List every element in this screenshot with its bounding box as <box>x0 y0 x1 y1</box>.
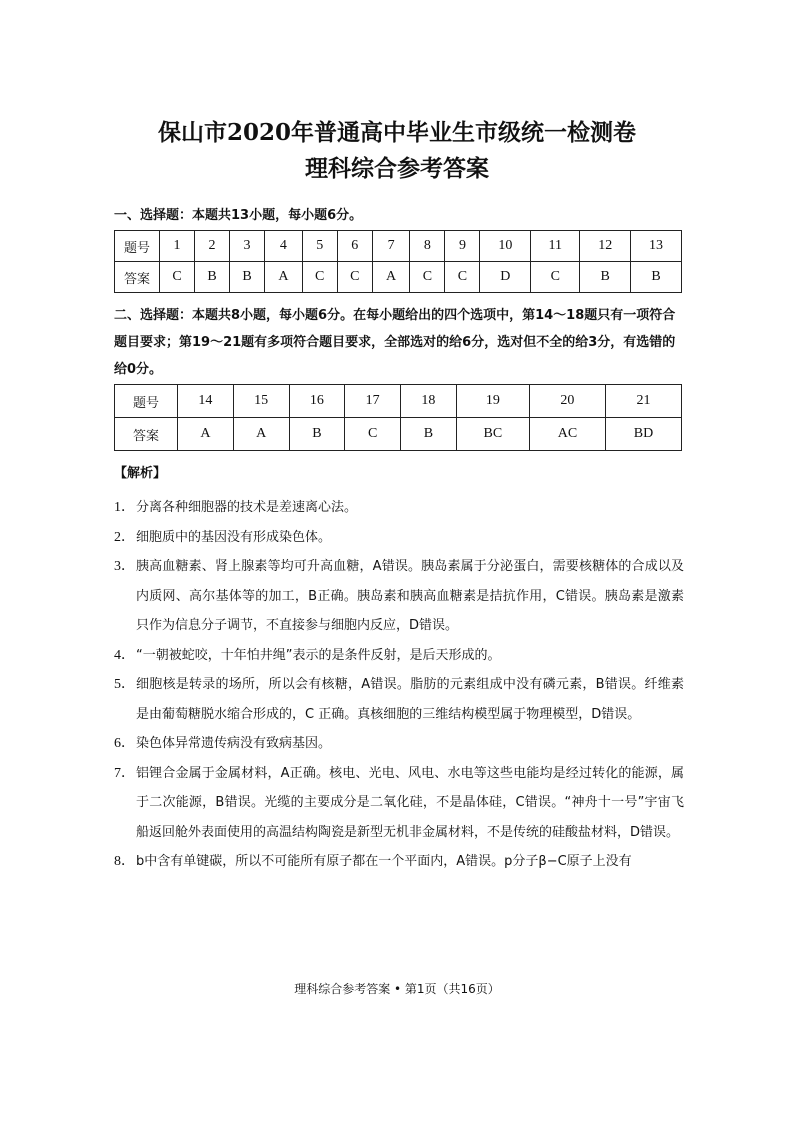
question-number-cell: 6 <box>337 231 372 262</box>
question-number-cell: 21 <box>605 385 681 418</box>
answer-cell: B <box>401 418 457 451</box>
item-text: 铝锂合金属于金属材料，A正确。核电、光电、风电、水电等这些电能均是经过转化的能源，属于二次能源，B错误。光缆的主要成分是二氧化硅，不是晶体硅，C错误。“神舟十一号”宇宙飞船返回舱外表面使用的高温结构陶瓷是新型无机非金属材料，不是传统的硅酸盐材料，D错误。 <box>136 765 684 840</box>
answer-cell: BC <box>456 418 529 451</box>
question-number-cell: 9 <box>445 231 480 262</box>
list-item <box>114 641 684 671</box>
question-number-cell: 12 <box>580 231 631 262</box>
answer-cell: A <box>265 262 303 293</box>
item-text: 细胞质中的基因没有形成染色体。 <box>136 529 332 545</box>
question-number-cell: 16 <box>289 385 345 418</box>
answer-cell: C <box>445 262 480 293</box>
answer-cell: C <box>337 262 372 293</box>
question-number-cell: 1 <box>160 231 195 262</box>
question-number-cell: 17 <box>345 385 401 418</box>
analysis-list <box>114 493 684 877</box>
item-number: 2． <box>114 529 135 545</box>
item-number: 1． <box>114 500 135 515</box>
question-number-cell: 10 <box>480 231 531 262</box>
answer-cell: C <box>345 418 401 451</box>
item-text: b中含有单键碳，所以不可能所有原子都在一个平面内，A错误。p分子β−C原子上没有 <box>136 854 632 869</box>
table-row-numbers <box>115 231 682 262</box>
section-heading-1: 一、选择题：本题共13小题，每小题6分。 <box>114 208 363 223</box>
page-title: 保山市2020年普通高中毕业生市级统一检测卷 <box>157 119 636 146</box>
answer-cell: C <box>531 262 580 293</box>
question-number-cell: 15 <box>233 385 289 418</box>
answer-table-1 <box>114 230 682 293</box>
answer-cell: C <box>302 262 337 293</box>
answer-cell: A <box>178 418 234 451</box>
answer-cell: B <box>289 418 345 451</box>
question-number-cell: 3 <box>230 231 265 262</box>
list-item <box>114 759 684 848</box>
header-cell-question: 题号 <box>115 385 178 418</box>
question-number-cell: 14 <box>178 385 234 418</box>
item-number: 8． <box>114 854 135 869</box>
answer-cell: B <box>230 262 265 293</box>
page-subtitle: 理科综合参考答案 <box>305 155 489 182</box>
question-number-cell: 11 <box>531 231 580 262</box>
question-number-cell: 8 <box>410 231 445 262</box>
table-row-answers <box>115 418 682 451</box>
answer-cell: B <box>631 262 682 293</box>
item-number: 5． <box>114 677 135 692</box>
header-cell-answer: 答案 <box>115 418 178 451</box>
item-number: 6． <box>114 736 135 751</box>
answer-cell: A <box>372 262 410 293</box>
answer-cell: D <box>480 262 531 293</box>
table-row-numbers <box>115 385 682 418</box>
answer-cell: C <box>160 262 195 293</box>
answer-cell: B <box>580 262 631 293</box>
answer-cell: BD <box>605 418 681 451</box>
item-text: “一朝被蛇咬，十年怕井绳”表示的是条件反射，是后天形成的。 <box>136 647 501 663</box>
answer-cell: AC <box>529 418 605 451</box>
item-number: 4． <box>114 647 135 663</box>
question-number-cell: 18 <box>401 385 457 418</box>
question-number-cell: 20 <box>529 385 605 418</box>
item-number: 7． <box>114 765 135 781</box>
question-number-cell: 19 <box>456 385 529 418</box>
list-item <box>114 670 684 729</box>
answer-cell: A <box>233 418 289 451</box>
section-heading-2: 二、选择题：本题共8小题，每小题6分。在每小题给出的四个选项中，第14～18题只有一项符合题目要求；第19～21题有多项符合题目要求，全部选对的给6分，选对但不全的给3分，有选错的给0分。 <box>114 308 676 377</box>
question-number-cell: 13 <box>631 231 682 262</box>
question-number-cell: 4 <box>265 231 303 262</box>
list-item <box>114 493 684 523</box>
question-number-cell: 5 <box>302 231 337 262</box>
header-cell-answer: 答案 <box>115 262 160 293</box>
item-text: 胰高血糖素、肾上腺素等均可升高血糖，A错误。胰岛素属于分泌蛋白，需要核糖体的合成以及内质网、高尔基体等的加工，B正确。胰岛素和胰高血糖素是拮抗作用，C错误。胰岛素是激素只作为信息分子调节，不直接参与细胞内反应，D错误。 <box>136 559 684 633</box>
item-text: 细胞核是转录的场所，所以会有核糖，A错误。脂肪的元素组成中没有磷元素，B错误。纤维素是由葡萄糖脱水缩合形成的，C 正确。真核细胞的三维结构模型属于物理模型，D错误。 <box>136 677 684 722</box>
page-footer: 理科综合参考答案 • 第1页（共16页） <box>294 982 500 996</box>
answer-cell: B <box>195 262 230 293</box>
list-item <box>114 523 684 553</box>
analysis-heading: 【解析】 <box>114 466 167 481</box>
question-number-cell: 2 <box>195 231 230 262</box>
item-text: 分离各种细胞器的技术是差速离心法。 <box>136 500 358 515</box>
answer-cell: C <box>410 262 445 293</box>
item-text: 染色体异常遗传病没有致病基因。 <box>136 736 332 751</box>
table-row-answers <box>115 262 682 293</box>
list-item <box>114 552 684 641</box>
list-item <box>114 729 684 759</box>
list-item <box>114 847 684 877</box>
question-number-cell: 7 <box>372 231 410 262</box>
item-number: 3． <box>114 559 135 574</box>
answer-table-2 <box>114 384 682 451</box>
header-cell-question: 题号 <box>115 231 160 262</box>
